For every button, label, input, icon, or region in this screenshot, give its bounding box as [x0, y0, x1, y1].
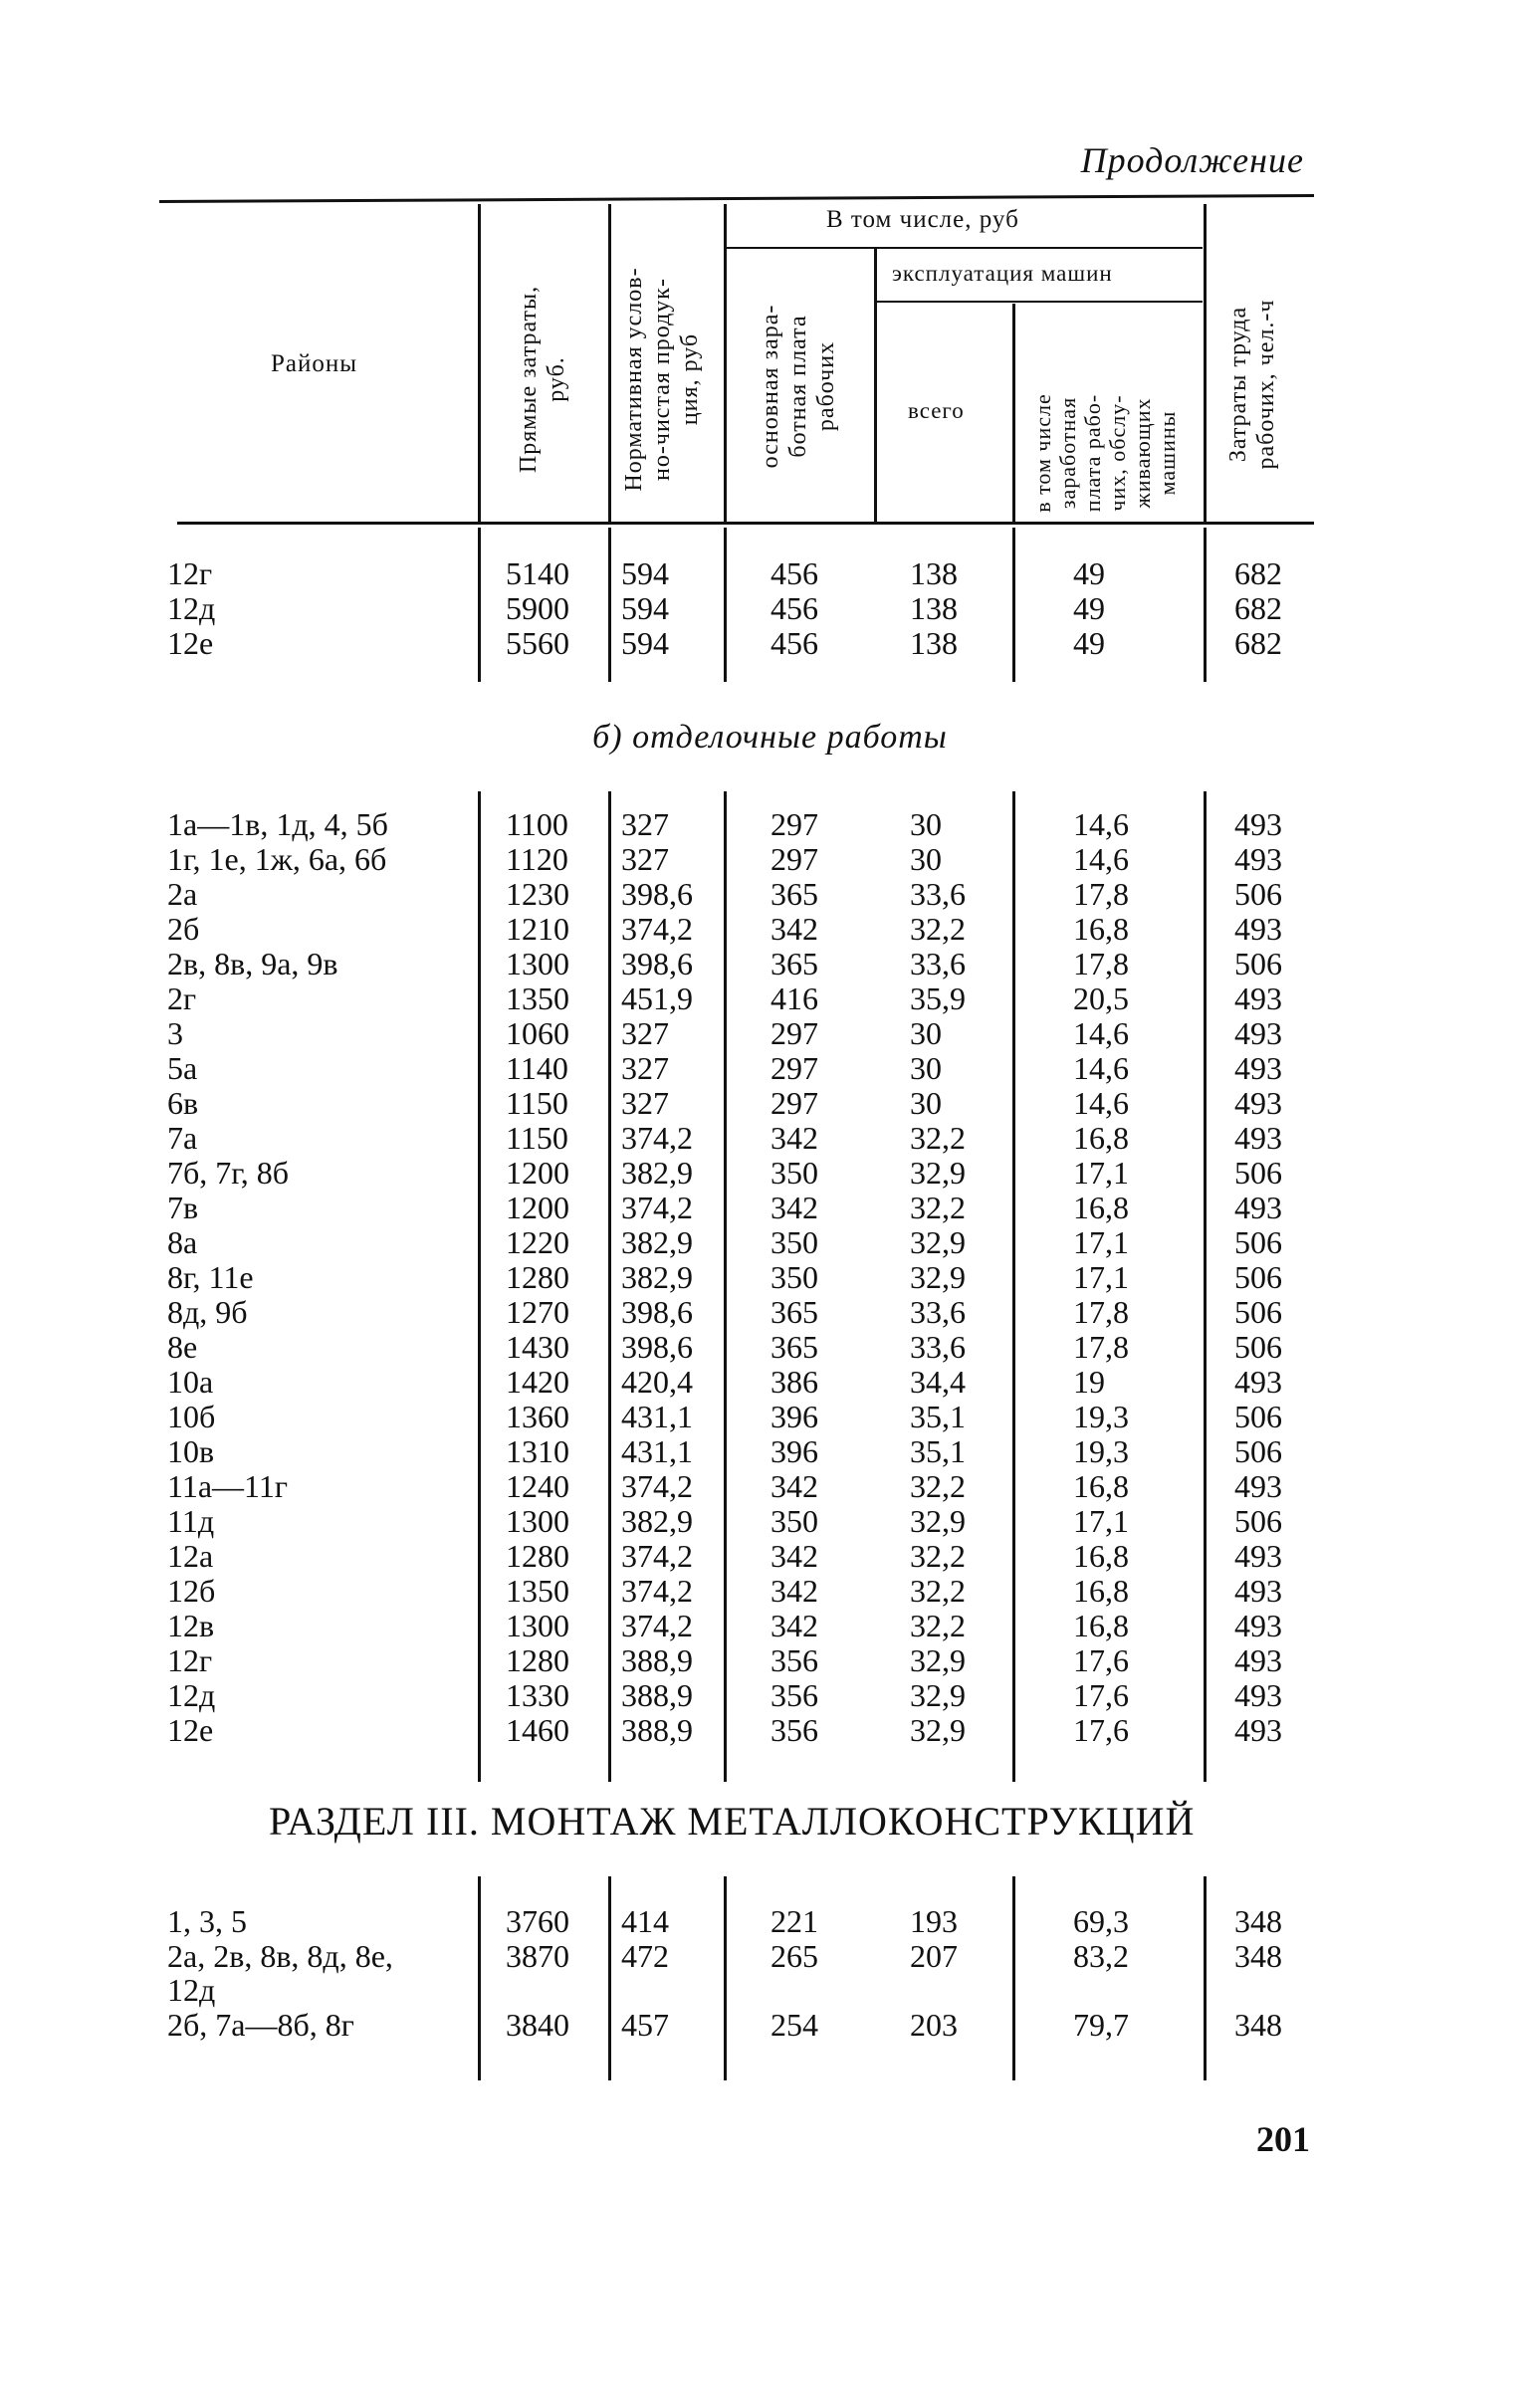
cell-machine-wage: 16,8	[1073, 1468, 1129, 1504]
cell-normative: 398,6	[621, 876, 693, 912]
cell-machine-wage: 14,6	[1073, 806, 1129, 842]
cell-direct: 5900	[506, 590, 569, 626]
cell-machine-wage: 17,8	[1073, 1329, 1129, 1365]
cell-labor: 493	[1234, 1050, 1282, 1086]
cell-direct: 1240	[506, 1468, 569, 1504]
cell-base-wage: 365	[770, 876, 818, 912]
cell-labor: 493	[1234, 806, 1282, 842]
cell-direct: 1420	[506, 1364, 569, 1400]
cell-direct: 1210	[506, 911, 569, 947]
cell-direct: 1360	[506, 1399, 569, 1434]
row-region-label-continuation: 12д	[167, 1972, 216, 2008]
cell-direct: 5560	[506, 625, 569, 661]
cell-normative: 388,9	[621, 1712, 693, 1748]
column-header-machine-wage: в том числе заработная плата рабо- чих, обслу- живающих машины	[1030, 393, 1180, 513]
row-region-label: 8е	[167, 1329, 198, 1365]
column-separator	[1012, 791, 1015, 1782]
cell-base-wage: 386	[770, 1364, 818, 1400]
cell-base-wage: 342	[770, 1608, 818, 1643]
cell-normative: 382,9	[621, 1224, 693, 1260]
row-region-label: 10б	[167, 1399, 216, 1434]
cell-labor: 493	[1234, 1190, 1282, 1225]
cell-direct: 3760	[506, 1903, 569, 1939]
cell-machine-total: 34,4	[910, 1364, 966, 1400]
cell-labor: 348	[1234, 2007, 1282, 2043]
cell-direct: 1200	[506, 1155, 569, 1191]
cell-labor: 506	[1234, 1155, 1282, 1191]
cell-machine-total: 32,9	[910, 1224, 966, 1260]
cell-direct: 1300	[506, 1503, 569, 1539]
cell-labor: 493	[1234, 1468, 1282, 1504]
cell-direct: 1150	[506, 1120, 568, 1156]
cell-normative: 594	[621, 590, 669, 626]
cell-labor: 682	[1234, 590, 1282, 626]
cell-base-wage: 456	[770, 555, 818, 591]
column-separator	[724, 1876, 727, 2080]
cell-machine-total: 32,9	[910, 1712, 966, 1748]
header-separator	[874, 249, 877, 523]
cell-machine-wage: 17,6	[1073, 1677, 1129, 1713]
cell-base-wage: 342	[770, 911, 818, 947]
row-region-label: 12д	[167, 1677, 216, 1713]
cell-normative: 382,9	[621, 1155, 693, 1191]
cell-machine-total: 32,9	[910, 1503, 966, 1539]
cell-direct: 1060	[506, 1015, 569, 1051]
cell-base-wage: 396	[770, 1399, 818, 1434]
cell-normative: 374,2	[621, 1538, 693, 1574]
cell-normative: 327	[621, 1015, 669, 1051]
cell-base-wage: 350	[770, 1259, 818, 1295]
cell-machine-total: 33,6	[910, 946, 966, 981]
cell-direct: 1280	[506, 1538, 569, 1574]
cell-base-wage: 456	[770, 625, 818, 661]
cell-labor: 506	[1234, 1259, 1282, 1295]
cell-normative: 327	[621, 841, 669, 877]
cell-base-wage: 265	[770, 1938, 818, 1974]
cell-labor: 493	[1234, 1120, 1282, 1156]
row-region-label: 1а—1в, 1д, 4, 5б	[167, 806, 388, 842]
column-separator	[478, 791, 481, 1782]
cell-machine-total: 30	[910, 806, 942, 842]
cell-direct: 1430	[506, 1329, 569, 1365]
cell-normative: 398,6	[621, 1329, 693, 1365]
cell-labor: 348	[1234, 1938, 1282, 1974]
cell-normative: 382,9	[621, 1259, 693, 1295]
cell-base-wage: 297	[770, 1015, 818, 1051]
continuation-label: Продолжение	[1080, 140, 1304, 180]
cell-direct: 1280	[506, 1642, 569, 1678]
row-region-label: 7в	[167, 1190, 199, 1225]
table-top-rule	[159, 194, 1314, 203]
row-region-label: 12а	[167, 1538, 214, 1574]
cell-labor: 506	[1234, 1329, 1282, 1365]
cell-machine-wage: 79,7	[1073, 2007, 1129, 2043]
row-region-label: 3	[167, 1015, 183, 1051]
cell-normative: 398,6	[621, 946, 693, 981]
cell-direct: 1330	[506, 1677, 569, 1713]
cell-direct: 1300	[506, 1608, 569, 1643]
cell-base-wage: 221	[770, 1903, 818, 1939]
cell-direct: 1300	[506, 946, 569, 981]
cell-base-wage: 297	[770, 1050, 818, 1086]
cell-machine-wage: 16,8	[1073, 1120, 1129, 1156]
cell-labor: 493	[1234, 1538, 1282, 1574]
cell-normative: 374,2	[621, 1468, 693, 1504]
cell-machine-total: 32,2	[910, 1608, 966, 1643]
cell-normative: 374,2	[621, 911, 693, 947]
cell-machine-wage: 14,6	[1073, 1085, 1129, 1121]
cell-labor: 493	[1234, 1677, 1282, 1713]
cell-base-wage: 342	[770, 1573, 818, 1609]
cell-base-wage: 350	[770, 1155, 818, 1191]
cell-normative: 327	[621, 1050, 669, 1086]
column-separator	[608, 1876, 611, 2080]
header-rule	[727, 247, 1203, 249]
cell-machine-total: 138	[910, 590, 958, 626]
cell-machine-total: 207	[910, 1938, 958, 1974]
column-header-including: В том числе, руб	[826, 206, 1019, 233]
cell-machine-wage: 17,8	[1073, 876, 1129, 912]
cell-base-wage: 396	[770, 1433, 818, 1469]
cell-machine-total: 32,2	[910, 1190, 966, 1225]
cell-machine-total: 32,2	[910, 1120, 966, 1156]
cell-machine-wage: 16,8	[1073, 1573, 1129, 1609]
cell-machine-total: 203	[910, 2007, 958, 2043]
cell-machine-wage: 17,1	[1073, 1503, 1129, 1539]
cell-direct: 1350	[506, 1573, 569, 1609]
cell-direct: 3840	[506, 2007, 569, 2043]
cell-machine-total: 32,9	[910, 1677, 966, 1713]
cell-machine-total: 33,6	[910, 1329, 966, 1365]
row-region-label: 12д	[167, 590, 216, 626]
column-header-machine-operation: эксплуатация машин	[892, 261, 1113, 286]
cell-labor: 493	[1234, 1015, 1282, 1051]
section-b-title: б) отделочные работы	[592, 719, 948, 756]
cell-machine-total: 138	[910, 625, 958, 661]
section-3-title: РАЗДЕЛ III. МОНТАЖ МЕТАЛЛОКОНСТРУКЦИЙ	[269, 1799, 1196, 1844]
row-region-label: 2б, 7а—8б, 8г	[167, 2007, 354, 2043]
cell-normative: 431,1	[621, 1399, 693, 1434]
row-region-label: 12г	[167, 555, 213, 591]
row-region-label: 11д	[167, 1503, 215, 1539]
cell-machine-wage: 16,8	[1073, 1190, 1129, 1225]
row-region-label: 2а	[167, 876, 198, 912]
row-region-label: 6в	[167, 1085, 199, 1121]
cell-machine-wage: 49	[1073, 590, 1105, 626]
column-separator	[1204, 791, 1207, 1782]
cell-machine-wage: 14,6	[1073, 841, 1129, 877]
cell-machine-total: 32,2	[910, 1573, 966, 1609]
cell-machine-wage: 69,3	[1073, 1903, 1129, 1939]
cell-direct: 5140	[506, 555, 569, 591]
cell-normative: 327	[621, 806, 669, 842]
column-separator	[478, 1876, 481, 2080]
cell-labor: 493	[1234, 1364, 1282, 1400]
cell-base-wage: 254	[770, 2007, 818, 2043]
cell-direct: 1220	[506, 1224, 569, 1260]
cell-labor: 506	[1234, 1399, 1282, 1434]
cell-machine-total: 30	[910, 841, 942, 877]
cell-labor: 493	[1234, 1642, 1282, 1678]
cell-machine-wage: 17,1	[1073, 1224, 1129, 1260]
cell-labor: 682	[1234, 555, 1282, 591]
cell-direct: 1310	[506, 1433, 569, 1469]
row-region-label: 1г, 1е, 1ж, 6а, 6б	[167, 841, 387, 877]
row-region-label: 2б	[167, 911, 200, 947]
cell-normative: 374,2	[621, 1190, 693, 1225]
cell-labor: 348	[1234, 1903, 1282, 1939]
cell-machine-wage: 49	[1073, 555, 1105, 591]
cell-base-wage: 342	[770, 1120, 818, 1156]
cell-machine-wage: 14,6	[1073, 1015, 1129, 1051]
cell-normative: 374,2	[621, 1120, 693, 1156]
column-header-total: всего	[908, 398, 965, 423]
cell-machine-total: 32,9	[910, 1642, 966, 1678]
cell-direct: 1280	[506, 1259, 569, 1295]
column-separator	[1012, 1876, 1015, 2080]
cell-labor: 493	[1234, 841, 1282, 877]
cell-labor: 682	[1234, 625, 1282, 661]
header-rule	[876, 301, 1203, 303]
column-separator	[1012, 528, 1015, 682]
cell-base-wage: 297	[770, 806, 818, 842]
cell-base-wage: 297	[770, 841, 818, 877]
cell-labor: 506	[1234, 876, 1282, 912]
cell-machine-total: 35,1	[910, 1399, 966, 1434]
cell-machine-total: 33,6	[910, 876, 966, 912]
cell-normative: 457	[621, 2007, 669, 2043]
cell-machine-wage: 16,8	[1073, 911, 1129, 947]
header-separator	[608, 204, 611, 523]
column-separator	[724, 791, 727, 1782]
cell-labor: 506	[1234, 1294, 1282, 1330]
cell-machine-total: 30	[910, 1085, 942, 1121]
cell-machine-total: 32,2	[910, 1538, 966, 1574]
cell-direct: 1100	[506, 806, 568, 842]
cell-machine-total: 32,9	[910, 1259, 966, 1295]
header-separator	[724, 204, 727, 523]
column-header-regions: Районы	[271, 350, 358, 377]
cell-machine-wage: 17,6	[1073, 1712, 1129, 1748]
column-separator	[608, 528, 611, 682]
row-region-label: 8а	[167, 1224, 198, 1260]
cell-labor: 493	[1234, 980, 1282, 1016]
row-region-label: 12е	[167, 1712, 214, 1748]
row-region-label: 8г, 11е	[167, 1259, 254, 1295]
cell-base-wage: 456	[770, 590, 818, 626]
column-separator	[608, 791, 611, 1782]
cell-base-wage: 416	[770, 980, 818, 1016]
cell-normative: 594	[621, 625, 669, 661]
cell-direct: 1460	[506, 1712, 569, 1748]
cell-normative: 398,6	[621, 1294, 693, 1330]
cell-direct: 3870	[506, 1938, 569, 1974]
row-region-label: 11а—11г	[167, 1468, 288, 1504]
cell-labor: 506	[1234, 1224, 1282, 1260]
page-number: 201	[1256, 2119, 1310, 2159]
cell-base-wage: 356	[770, 1642, 818, 1678]
cell-machine-total: 35,9	[910, 980, 966, 1016]
row-region-label: 2в, 8в, 9а, 9в	[167, 946, 338, 981]
column-separator	[1204, 1876, 1207, 2080]
row-region-label: 5а	[167, 1050, 198, 1086]
cell-machine-wage: 17,8	[1073, 1294, 1129, 1330]
cell-machine-total: 30	[910, 1050, 942, 1086]
cell-base-wage: 297	[770, 1085, 818, 1121]
cell-labor: 493	[1234, 1085, 1282, 1121]
cell-base-wage: 342	[770, 1538, 818, 1574]
cell-base-wage: 365	[770, 946, 818, 981]
row-region-label: 2а, 2в, 8в, 8д, 8е,	[167, 1938, 393, 1974]
header-bottom-rule	[177, 522, 1314, 525]
row-region-label: 8д, 9б	[167, 1294, 248, 1330]
cell-normative: 472	[621, 1938, 669, 1974]
cell-labor: 506	[1234, 1503, 1282, 1539]
cell-base-wage: 350	[770, 1224, 818, 1260]
header-separator	[478, 204, 481, 523]
cell-machine-wage: 83,2	[1073, 1938, 1129, 1974]
cell-normative: 414	[621, 1903, 669, 1939]
cell-base-wage: 365	[770, 1329, 818, 1365]
cell-machine-wage: 20,5	[1073, 980, 1129, 1016]
column-separator	[478, 528, 481, 682]
row-region-label: 10а	[167, 1364, 214, 1400]
cell-direct: 1350	[506, 980, 569, 1016]
cell-machine-wage: 16,8	[1073, 1538, 1129, 1574]
column-separator	[1204, 528, 1207, 682]
row-region-label: 7а	[167, 1120, 198, 1156]
cell-labor: 493	[1234, 1712, 1282, 1748]
row-region-label: 12б	[167, 1573, 216, 1609]
cell-base-wage: 356	[770, 1677, 818, 1713]
cell-machine-wage: 49	[1073, 625, 1105, 661]
cell-machine-total: 32,2	[910, 911, 966, 947]
row-region-label: 12в	[167, 1608, 215, 1643]
cell-normative: 451,9	[621, 980, 693, 1016]
cell-base-wage: 342	[770, 1468, 818, 1504]
row-region-label: 10в	[167, 1433, 215, 1469]
row-region-label: 1, 3, 5	[167, 1903, 247, 1939]
row-region-label: 7б, 7г, 8б	[167, 1155, 290, 1191]
cell-machine-total: 32,9	[910, 1155, 966, 1191]
cell-machine-total: 33,6	[910, 1294, 966, 1330]
cell-machine-wage: 17,8	[1073, 946, 1129, 981]
cell-labor: 493	[1234, 1608, 1282, 1643]
cell-machine-total: 35,1	[910, 1433, 966, 1469]
cell-normative: 420,4	[621, 1364, 693, 1400]
cell-normative: 594	[621, 555, 669, 591]
header-separator	[1012, 304, 1015, 523]
cell-normative: 431,1	[621, 1433, 693, 1469]
cell-machine-wage: 17,1	[1073, 1155, 1129, 1191]
cell-machine-total: 193	[910, 1903, 958, 1939]
column-header-base-wage: основная зара- ботная плата рабочих	[758, 304, 839, 469]
cell-direct: 1230	[506, 876, 569, 912]
row-region-label: 12г	[167, 1642, 213, 1678]
cell-machine-wage: 17,6	[1073, 1642, 1129, 1678]
cell-machine-total: 32,2	[910, 1468, 966, 1504]
cell-normative: 388,9	[621, 1642, 693, 1678]
cell-labor: 506	[1234, 946, 1282, 981]
cell-normative: 374,2	[621, 1573, 693, 1609]
cell-direct: 1270	[506, 1294, 569, 1330]
cell-normative: 374,2	[621, 1608, 693, 1643]
row-region-label: 2г	[167, 980, 197, 1016]
cell-machine-wage: 19	[1073, 1364, 1105, 1400]
cell-normative: 382,9	[621, 1503, 693, 1539]
cell-direct: 1200	[506, 1190, 569, 1225]
column-header-direct-costs: Прямые затраты, руб.	[516, 285, 569, 474]
cell-machine-wage: 19,3	[1073, 1433, 1129, 1469]
cell-labor: 506	[1234, 1433, 1282, 1469]
column-header-labor: Затраты труда рабочих, чел.-ч	[1225, 299, 1279, 470]
column-separator	[724, 528, 727, 682]
cell-machine-wage: 16,8	[1073, 1608, 1129, 1643]
cell-base-wage: 342	[770, 1190, 818, 1225]
cell-direct: 1120	[506, 841, 568, 877]
cell-machine-total: 30	[910, 1015, 942, 1051]
cell-base-wage: 356	[770, 1712, 818, 1748]
cell-normative: 327	[621, 1085, 669, 1121]
header-separator	[1204, 204, 1207, 523]
cell-direct: 1140	[506, 1050, 568, 1086]
cell-normative: 388,9	[621, 1677, 693, 1713]
cell-labor: 493	[1234, 911, 1282, 947]
cell-machine-wage: 17,1	[1073, 1259, 1129, 1295]
cell-labor: 493	[1234, 1573, 1282, 1609]
cell-machine-wage: 19,3	[1073, 1399, 1129, 1434]
column-header-normative: Нормативная услов- но-чистая продук- ция, руб	[621, 267, 703, 492]
cell-machine-total: 138	[910, 555, 958, 591]
cell-base-wage: 350	[770, 1503, 818, 1539]
cell-direct: 1150	[506, 1085, 568, 1121]
cell-machine-wage: 14,6	[1073, 1050, 1129, 1086]
cell-base-wage: 365	[770, 1294, 818, 1330]
row-region-label: 12е	[167, 625, 214, 661]
